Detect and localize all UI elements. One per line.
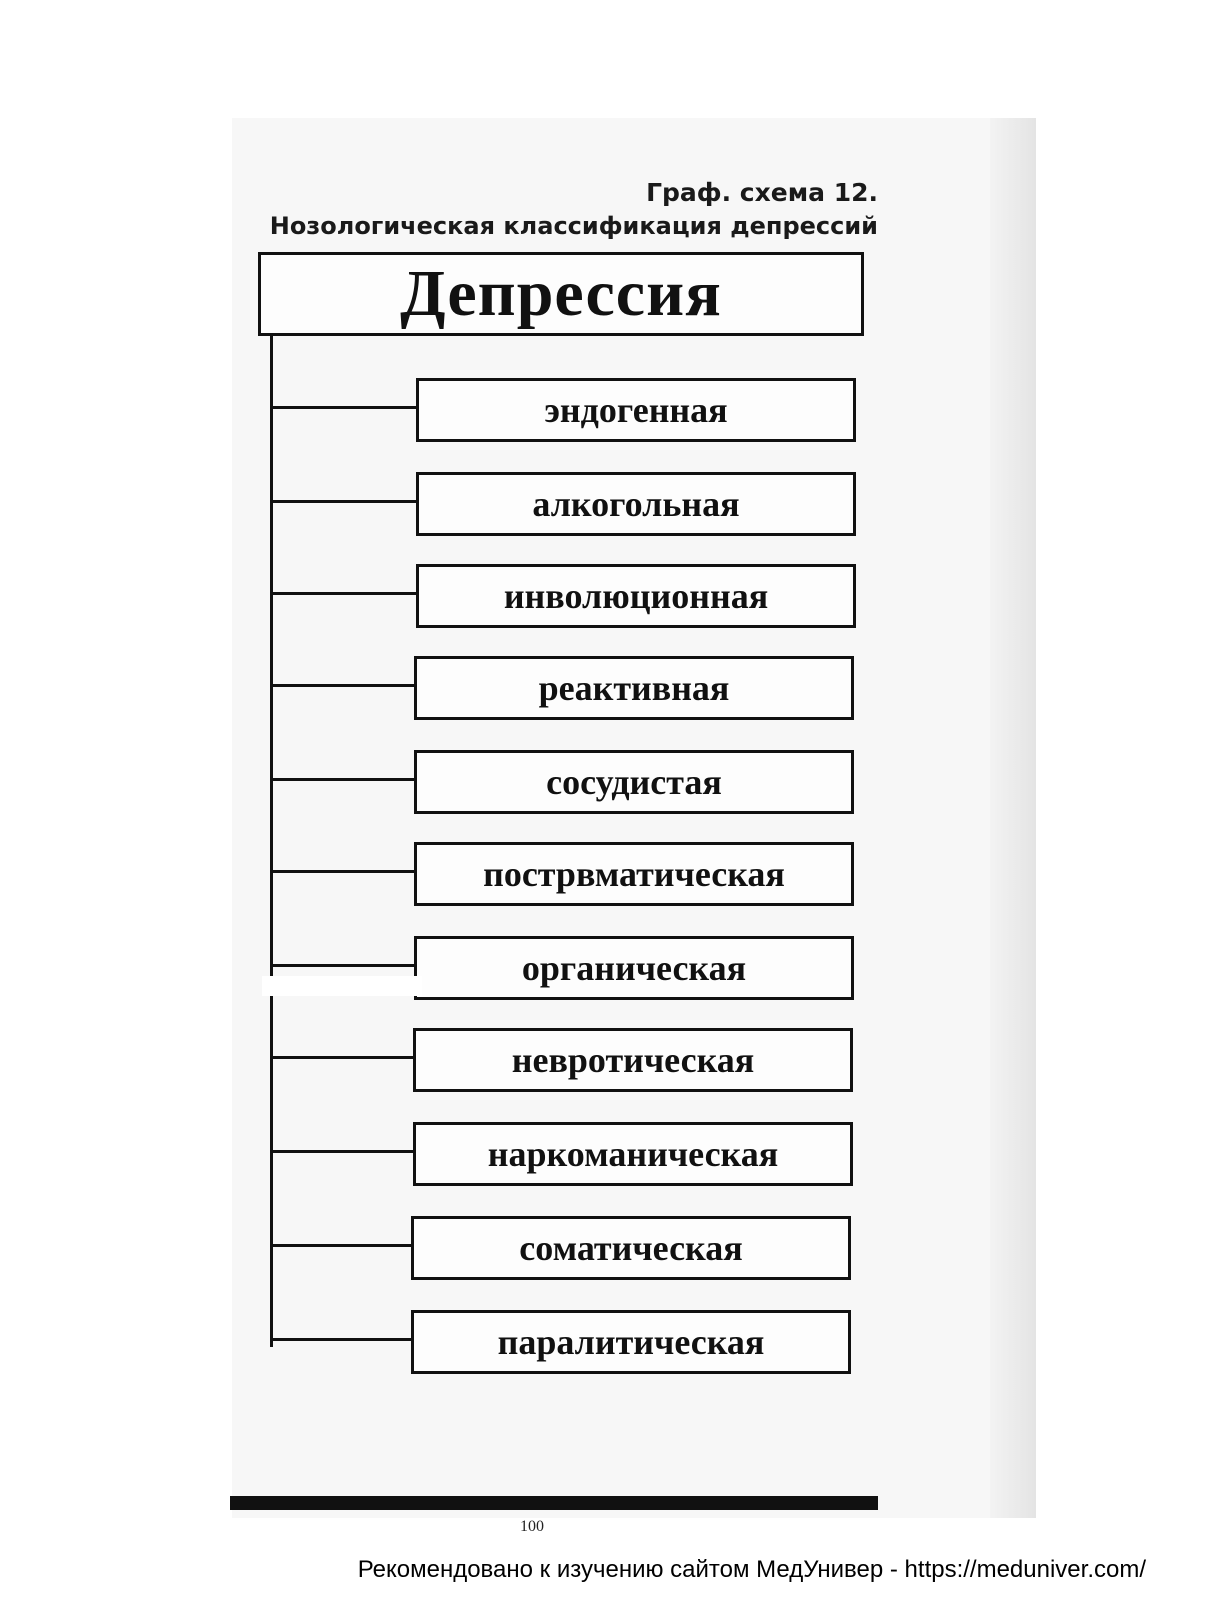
category-node: [414, 936, 854, 1000]
root-node-label: Депрессия: [400, 257, 722, 330]
category-node: [414, 842, 854, 906]
branch-connector: [272, 1338, 411, 1341]
category-node-label: наркоманическая: [487, 1134, 779, 1174]
category-node-label: сосудистая: [546, 762, 722, 802]
category-node-label: инволюционная: [503, 576, 769, 616]
tree-trunk-line: [270, 333, 273, 1347]
category-node: [416, 564, 856, 628]
category-node: [416, 378, 856, 442]
category-node-label: невротическая: [511, 1040, 755, 1080]
category-node-label: эндогенная: [544, 390, 728, 430]
branch-connector: [272, 1150, 413, 1153]
category-node: [416, 472, 856, 536]
category-node-label: пострвматическая: [483, 854, 785, 894]
scan-gap: [262, 976, 422, 996]
branch-connector: [272, 500, 416, 503]
branch-connector: [272, 870, 414, 873]
category-node-label: соматическая: [519, 1228, 743, 1268]
page-bottom-rule: [230, 1496, 878, 1510]
branch-connector: [272, 406, 416, 409]
category-node: [413, 1122, 853, 1186]
footer-note: Рекомендовано к изучению сайтом МедУнивер - https://meduniver.com/: [357, 1556, 1146, 1583]
branch-connector: [272, 592, 416, 595]
category-node: [414, 656, 854, 720]
category-node-label: реактивная: [538, 668, 730, 708]
category-node-label: алкогольная: [532, 484, 740, 524]
root-node: [258, 252, 864, 336]
figure-caption-number: Граф. схема 12.: [646, 178, 878, 207]
branch-connector: [272, 1244, 411, 1247]
branch-connector: [272, 684, 414, 687]
branch-connector: [272, 1056, 413, 1059]
figure-caption-title: Нозологическая классификация депрессий: [269, 212, 878, 240]
category-node-label: паралитическая: [497, 1322, 765, 1362]
branch-connector: [272, 778, 414, 781]
category-node-label: органическая: [521, 948, 747, 988]
category-node: [411, 1216, 851, 1280]
category-node: [414, 750, 854, 814]
scan-shadow: [990, 118, 1036, 1518]
category-node: [413, 1028, 853, 1092]
category-node: [411, 1310, 851, 1374]
page-number: 100: [520, 1518, 544, 1535]
branch-connector: [272, 964, 414, 967]
